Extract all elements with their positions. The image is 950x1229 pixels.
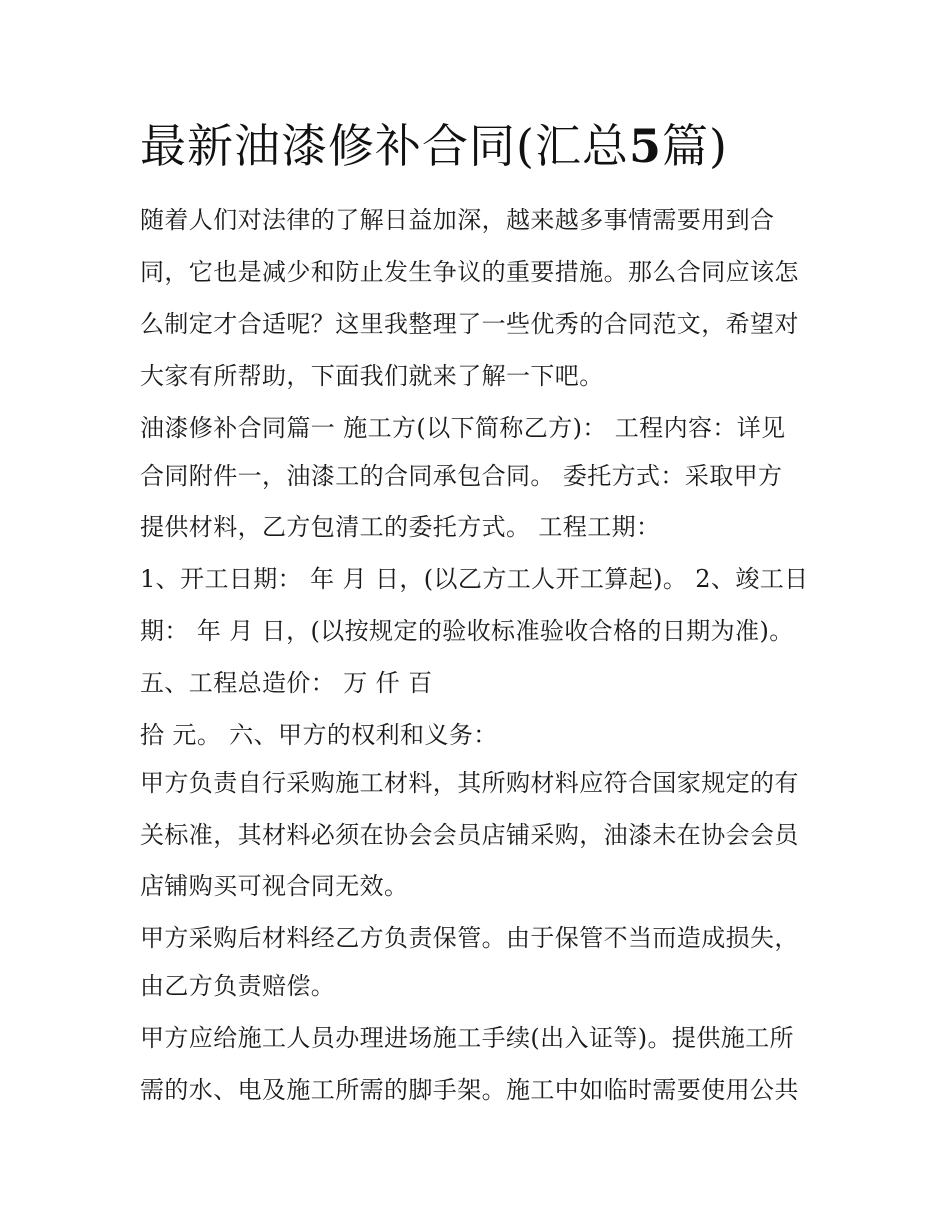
body-line: 随着人们对法律的了解日益加深，越来越多事情需要用到合 bbox=[140, 206, 775, 234]
body-line: 甲方采购后材料经乙方负责保管。由于保管不当而造成损失， bbox=[140, 924, 799, 952]
body-line: 由乙方负责赔偿。 bbox=[140, 972, 336, 1000]
document-title bbox=[140, 116, 728, 176]
body-line: 拾 元。 六、甲方的权利和义务： bbox=[140, 721, 498, 749]
body-line: 甲方应给施工人员办理进场施工手续(出入证等)。提供施工所 bbox=[140, 1024, 794, 1052]
title-number: 5 bbox=[628, 119, 662, 173]
body-line: 1、开工日期： 年 月 日，(以乙方工人开工算起)。 2、竣工日 bbox=[140, 565, 809, 593]
body-line: 提供材料，乙方包清工的委托方式。 工程工期： bbox=[140, 513, 661, 541]
body-line: 么制定才合适呢？这里我整理了一些优秀的合同范文，希望对 bbox=[140, 310, 799, 338]
body-line: 甲方负责自行采购施工材料，其所购材料应符合国家规定的有 bbox=[140, 769, 799, 797]
body-line: 油漆修补合同篇一 施工方(以下简称乙方)： 工程内容：详见 bbox=[140, 414, 786, 442]
body-line: 店铺购买可视合同无效。 bbox=[140, 872, 409, 900]
title-prefix: 最新油漆修补合同(汇总 bbox=[140, 119, 629, 173]
body-line: 五、工程总造价： 万 仟 百 bbox=[140, 669, 433, 697]
body-line: 同，它也是减少和防止发生争议的重要措施。那么合同应该怎 bbox=[140, 258, 799, 286]
body-line: 关标准，其材料必须在协会会员店铺采购，油漆未在协会会员 bbox=[140, 821, 799, 849]
title-suffix: 篇) bbox=[661, 119, 728, 173]
body-line: 大家有所帮助，下面我们就来了解一下吧。 bbox=[140, 362, 604, 390]
body-line: 需的水、电及施工所需的脚手架。施工中如临时需要使用公共 bbox=[140, 1076, 799, 1104]
body-line: 期： 年 月 日，(以按规定的验收标准验收合格的日期为准)。 bbox=[140, 617, 794, 645]
body-line: 合同附件一，油漆工的合同承包合同。 委托方式：采取甲方 bbox=[140, 462, 783, 490]
